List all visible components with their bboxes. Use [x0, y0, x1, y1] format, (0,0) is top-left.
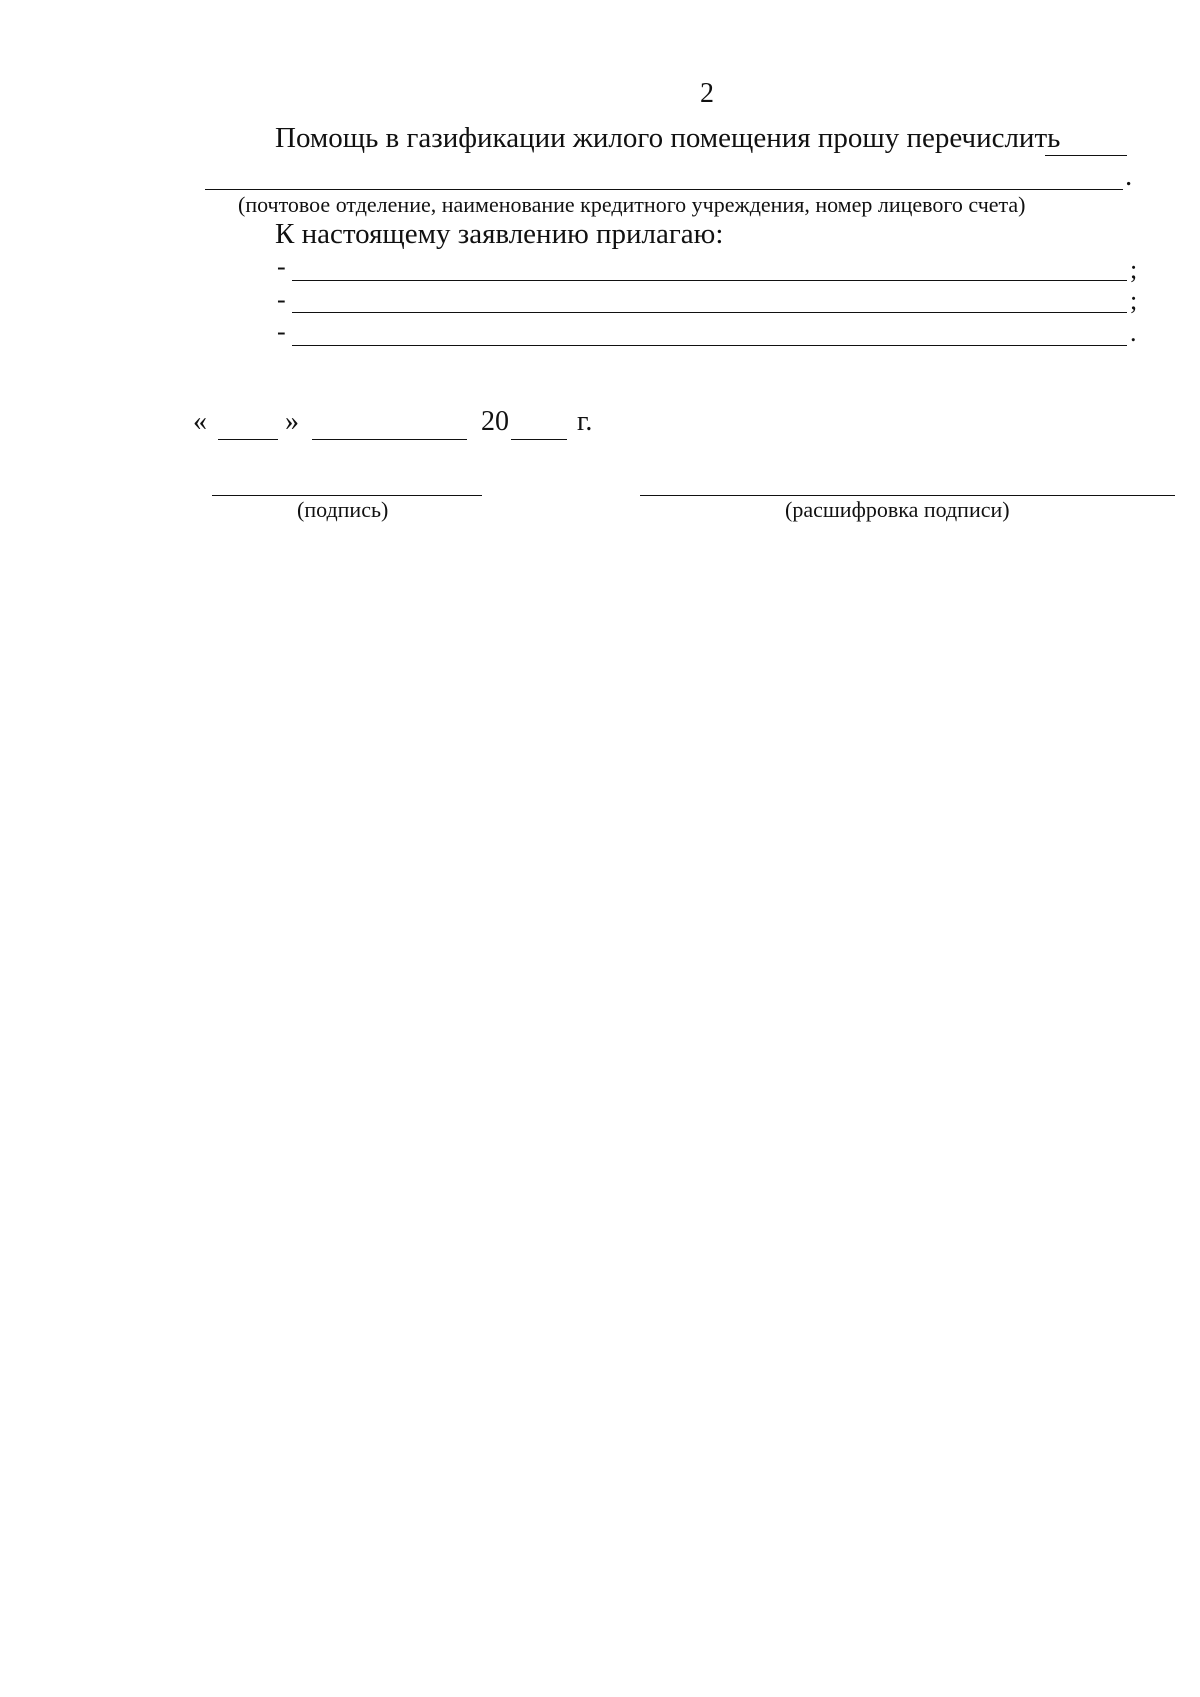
- account-details-caption: (почтовое отделение, наименование кредитного учреждения, номер лицевого счета): [238, 192, 1026, 217]
- signature-decode-field[interactable]: [640, 495, 1175, 496]
- attachment-bullet: -: [277, 317, 286, 346]
- attachment-bullet: -: [277, 252, 286, 281]
- attachment-end-mark: ;: [1130, 255, 1138, 284]
- transfer-inline-field[interactable]: [1045, 155, 1127, 156]
- signature-caption: (подпись): [297, 497, 389, 522]
- date-month-field[interactable]: [312, 439, 467, 440]
- attachment-end-mark: .: [1130, 318, 1137, 347]
- attachment-field-1[interactable]: [292, 280, 1127, 281]
- date-year-prefix: 20: [481, 406, 509, 437]
- page-number: 2: [700, 78, 714, 109]
- signature-decode-caption: (расшифровка подписи): [785, 497, 1010, 522]
- attachment-field-2[interactable]: [292, 312, 1127, 313]
- attachment-end-mark: ;: [1130, 286, 1138, 315]
- attachment-bullet: -: [277, 285, 286, 314]
- date-year-field[interactable]: [511, 439, 567, 440]
- date-close-quote: »: [285, 406, 299, 437]
- account-details-end-mark: .: [1125, 160, 1133, 192]
- date-day-field[interactable]: [218, 439, 278, 440]
- date-open-quote: «: [193, 406, 207, 437]
- date-year-suffix: г.: [577, 406, 593, 437]
- signature-field[interactable]: [212, 495, 482, 496]
- attachment-field-3[interactable]: [292, 345, 1127, 346]
- account-details-field[interactable]: [205, 189, 1123, 190]
- attachments-intro: К настоящему заявлению прилагаю:: [275, 218, 724, 250]
- transfer-request-text: Помощь в газификации жилого помещения прошу перечислить: [275, 122, 1061, 154]
